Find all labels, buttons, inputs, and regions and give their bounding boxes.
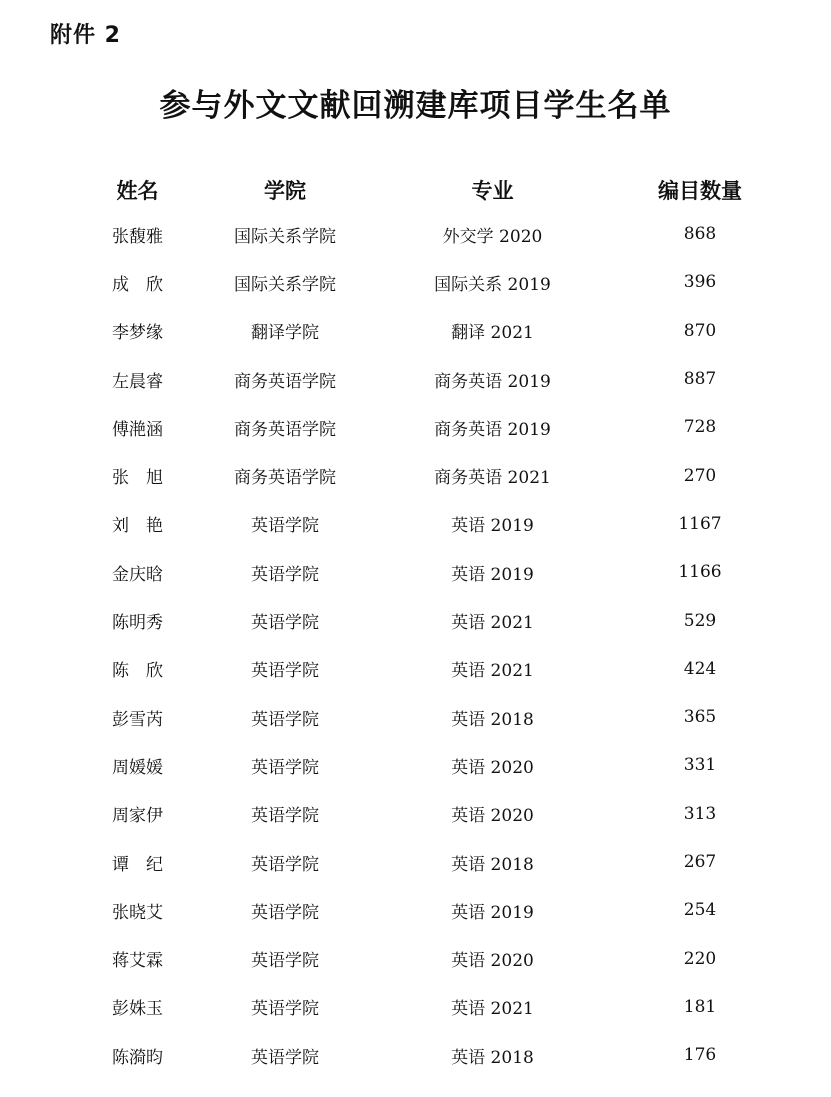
cell-count: 270 — [683, 465, 717, 486]
cell-name: 左晨睿 — [112, 371, 163, 392]
cell-college: 英语学院 — [251, 999, 319, 1020]
cell-count: 365 — [683, 707, 717, 728]
table-row — [65, 548, 775, 596]
cell-major: 英语 2018 — [451, 854, 534, 875]
cell-count: 254 — [683, 900, 717, 921]
cell-count: 220 — [683, 948, 717, 969]
table-row — [65, 210, 775, 258]
cell-name: 李梦缘 — [112, 323, 163, 344]
cell-major: 商务英语 2021 — [434, 468, 551, 489]
cell-college: 英语学院 — [251, 709, 319, 730]
cell-count: 1166 — [678, 562, 722, 583]
cell-major: 英语 2018 — [451, 1047, 534, 1068]
cell-college: 国际关系学院 — [234, 274, 336, 295]
cell-name: 陈 欣 — [112, 661, 163, 682]
cell-count: 267 — [683, 852, 717, 872]
cell-major: 英语 2018 — [451, 709, 534, 730]
cell-count: 870 — [683, 320, 717, 341]
cell-major: 英语 2019 — [451, 516, 534, 537]
cell-count: 176 — [683, 1045, 717, 1066]
cell-college: 英语学院 — [251, 1047, 319, 1068]
cell-name: 周家伊 — [112, 806, 163, 827]
cell-college: 英语学院 — [251, 854, 319, 875]
cell-college: 英语学院 — [251, 613, 319, 634]
cell-college: 商务英语学院 — [234, 371, 336, 392]
cell-major: 英语 2019 — [451, 902, 534, 923]
table-body — [65, 210, 775, 1079]
cell-count: 529 — [683, 610, 717, 631]
table-row — [65, 403, 775, 451]
table-row — [65, 1031, 775, 1079]
table-row — [65, 983, 775, 1031]
cell-count: 313 — [683, 803, 717, 824]
cell-college: 国际关系学院 — [234, 226, 336, 247]
cell-count: 1167 — [678, 513, 722, 534]
cell-major: 国际关系 2019 — [434, 274, 551, 295]
table-row — [65, 934, 775, 982]
cell-college: 英语学院 — [251, 564, 319, 585]
cell-name: 周媛媛 — [112, 757, 163, 778]
cell-name: 谭 纪 — [112, 854, 163, 875]
cell-college: 英语学院 — [251, 951, 319, 972]
table-row — [65, 596, 775, 644]
cell-name: 成 欣 — [112, 274, 163, 295]
cell-major: 英语 2020 — [451, 806, 534, 827]
cell-college: 商务英语学院 — [234, 419, 336, 440]
cell-college: 翻译学院 — [251, 323, 319, 344]
cell-name: 刘 艳 — [112, 516, 163, 537]
table-row — [65, 500, 775, 548]
table-row — [65, 886, 775, 934]
cell-major: 英语 2021 — [451, 613, 534, 634]
table-row — [65, 307, 775, 355]
cell-name: 陈明秀 — [112, 613, 163, 634]
cell-name: 彭雪芮 — [112, 709, 163, 730]
cell-major: 商务英语 2019 — [434, 419, 551, 440]
header-name: 姓名 — [116, 179, 159, 203]
cell-count: 181 — [683, 996, 717, 1017]
table-row — [65, 741, 775, 789]
cell-major: 翻译 2021 — [451, 323, 534, 344]
cell-count: 424 — [683, 658, 717, 679]
cell-major: 外交学 2020 — [442, 226, 543, 247]
cell-college: 英语学院 — [251, 902, 319, 923]
header-row — [65, 170, 775, 210]
table-row — [65, 645, 775, 693]
cell-name: 金庆晗 — [112, 564, 163, 585]
cell-name: 傅滟涵 — [112, 419, 163, 440]
cell-major: 英语 2021 — [451, 999, 534, 1020]
table-row — [65, 451, 775, 499]
cell-college: 英语学院 — [251, 806, 319, 827]
table-header — [65, 170, 775, 210]
cell-count: 868 — [683, 224, 717, 245]
cell-major: 英语 2021 — [451, 661, 534, 682]
cell-count: 887 — [683, 369, 717, 390]
cell-major: 商务英语 2019 — [434, 371, 551, 392]
cell-college: 商务英语学院 — [234, 468, 336, 489]
cell-count: 728 — [683, 417, 717, 438]
table-row — [65, 790, 775, 838]
cell-major: 英语 2020 — [451, 951, 534, 972]
header-count: 编目数量 — [658, 179, 742, 203]
document-title: 参与外文文献回溯建库项目学生名单 — [159, 88, 672, 124]
table-row — [65, 258, 775, 306]
cell-college: 英语学院 — [251, 661, 319, 682]
student-list-table — [65, 170, 775, 1079]
header-college: 学院 — [264, 179, 306, 203]
cell-name: 陈漪昀 — [112, 1047, 163, 1068]
table-row — [65, 693, 775, 741]
cell-name: 张馥雅 — [112, 226, 163, 247]
cell-name: 蒋艾霖 — [112, 951, 163, 972]
cell-major: 英语 2019 — [451, 564, 534, 585]
cell-college: 英语学院 — [251, 516, 319, 537]
cell-name: 张 旭 — [112, 468, 163, 489]
cell-name: 彭姝玉 — [112, 999, 163, 1020]
attachment-label: 附件 2 — [50, 23, 121, 48]
header-major: 专业 — [471, 179, 514, 203]
cell-count: 396 — [683, 272, 717, 293]
table-row — [65, 355, 775, 403]
cell-count: 331 — [683, 755, 717, 776]
cell-college: 英语学院 — [251, 757, 319, 778]
table-row — [65, 838, 775, 886]
cell-major: 英语 2020 — [451, 757, 534, 778]
cell-name: 张晓艾 — [112, 902, 163, 923]
